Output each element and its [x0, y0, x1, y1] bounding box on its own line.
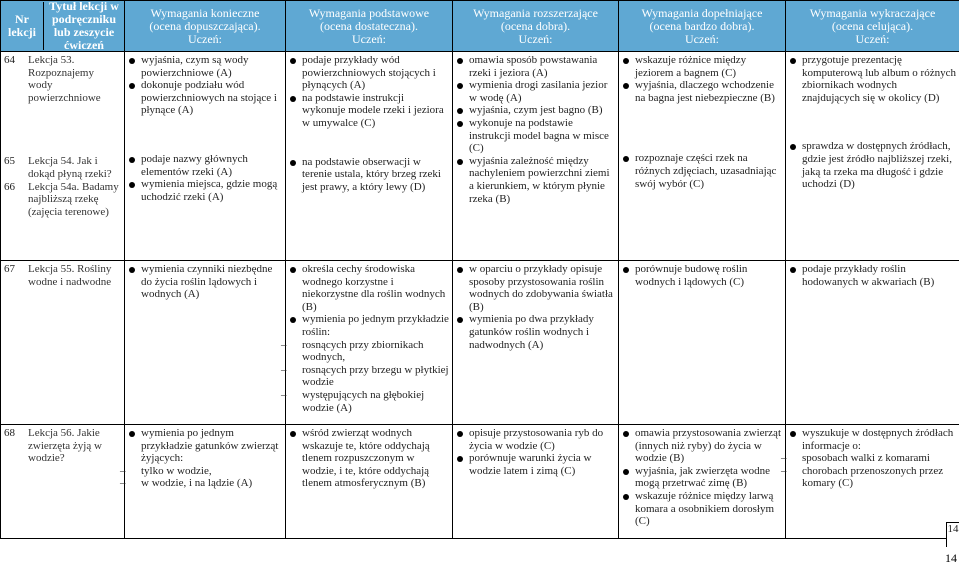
bullet-icon — [623, 267, 629, 273]
bullet-icon — [790, 58, 796, 64]
lesson-item: 64 Lekcja 53. Rozpoznajemy wody powierzchniowe — [4, 54, 101, 104]
header-level-3: Wymagania rozszerzające (ocena dobra). Uczeń: — [453, 1, 619, 52]
list-item: podaje nazwy głównych elementów rzeki (A) — [128, 153, 282, 178]
bullet-icon — [457, 456, 463, 462]
list-item: porównuje budowę roślin wodnych i lądowych (C) — [622, 263, 782, 288]
bullet-icon — [457, 431, 463, 437]
dash-icon: – — [120, 464, 126, 477]
list-item: wymienia drogi zasilania jezior w wodę (A) — [456, 79, 615, 104]
table-row — [1, 52, 959, 261]
lesson-cell — [1, 52, 125, 261]
bullet-icon — [129, 182, 135, 188]
bullet-icon — [457, 267, 463, 273]
req-cell — [453, 425, 619, 539]
req-cell — [125, 52, 286, 261]
lesson-cell — [1, 261, 125, 425]
bullet-icon — [623, 469, 629, 475]
bullet-icon — [290, 317, 296, 323]
req-list — [289, 54, 449, 130]
lesson-item: 68 Lekcja 56. Jakie zwierzęta żyją w wodzie? — [4, 427, 102, 465]
list-item: rozpoznaje części rzek na różnych zdjęciach, uzasadniając swój wybór (C) — [622, 152, 782, 190]
list-item: omawia sposób powstawania rzeki i jeziora (A) — [456, 54, 615, 79]
req-list — [289, 427, 449, 490]
list-item: wyjaśnia, czym jest bagno (B) — [456, 104, 615, 117]
req-cell — [786, 52, 959, 261]
bullet-icon — [290, 58, 296, 64]
lesson-item: 66 Lekcja 54a. Badamy najbliższą rzekę (zajęcia terenowe) — [4, 180, 119, 218]
dash-item: – rosnących przy brzegu w płytkiej wodzie — [281, 363, 449, 389]
req-cell — [786, 261, 959, 425]
req-list — [456, 427, 615, 477]
header-nr: Nr lekcji — [1, 2, 44, 50]
list-item: w oparciu o przykłady opisuje sposoby przystosowania roślin wodnych do zdobywania światła (B) — [456, 263, 615, 313]
req-list — [128, 153, 282, 203]
bullet-icon — [129, 83, 135, 89]
list-item: wyjaśnia, dlaczego wchodzenie na bagna jest niebezpieczne (B) — [622, 79, 782, 104]
list-item: wymienia po jednym przykładzie gatunków zwierząt żyjących: — [128, 427, 282, 465]
list-item: wskazuje różnice między larwą komara a osobnikiem dorosłym (C) — [622, 490, 782, 528]
req-list — [289, 156, 449, 194]
bullet-icon — [129, 157, 135, 163]
list-item: porównuje warunki życia w wodzie latem i zimą (C) — [456, 452, 615, 477]
dash-icon: – — [781, 452, 787, 465]
req-cell — [619, 425, 786, 539]
list-item: przygotuje prezentację komputerową lub album o różnych zbiornikach wodnych znajdujących się w okolicy (D) — [789, 54, 956, 104]
req-list — [456, 54, 615, 205]
bullet-icon — [457, 159, 463, 165]
header-level-2: Wymagania podstawowe (ocena dostateczna). Uczeń: — [286, 1, 453, 52]
bullet-icon — [290, 160, 296, 166]
dash-icon: – — [120, 477, 126, 490]
header-level-5: Wymagania wykraczające (ocena celująca). Uczeń: — [786, 1, 959, 52]
header-lesson — [1, 1, 125, 52]
dash-item: – występujących na głębokiej wodzie (A) — [281, 388, 425, 414]
bullet-icon — [457, 317, 463, 323]
list-item: podaje przykłady roślin hodowanych w akwariach (B) — [789, 263, 956, 288]
dash-item: – w wodzie, i na lądzie (A) — [120, 477, 253, 490]
lesson-item: 65 Lekcja 54. Jak i dokąd płyną rzeki? — [4, 155, 112, 180]
list-item: wyjaśnia, czym są wody powierzchniowe (A) — [128, 54, 282, 79]
req-list — [622, 427, 782, 528]
req-cell — [453, 52, 619, 261]
dash-item: – sposobach walki z komarami — [781, 452, 930, 465]
req-cell — [781, 425, 959, 539]
list-item: wymienia po dwa przykłady gatunków roślin wodnych i nadwodnych (A) — [456, 313, 615, 351]
list-item: wyjaśnia, jak zwierzęta wodne mogą przetrwać zimę (B) — [622, 465, 782, 490]
list-item: wyszukuje w dostępnych źródłach informacje o: — [789, 427, 956, 452]
req-list — [281, 263, 449, 414]
req-list — [789, 263, 956, 288]
dash-item: – tylko w wodzie, — [120, 464, 212, 477]
req-list — [456, 263, 615, 351]
dash-item: – chorobach przenoszonych przez komary (C) — [781, 464, 944, 490]
list-item: wykonuje na podstawie instrukcji model bagna w misce (C) — [456, 117, 615, 155]
list-item: opisuje przystosowania ryb do życia w wodzie (C) — [456, 427, 615, 452]
req-list — [622, 54, 782, 104]
req-list — [128, 54, 282, 117]
header-level-4: Wymagania dopełniające (ocena bardzo dobra). Uczeń: — [619, 1, 786, 52]
header-title: Tytuł lekcji w podręczniku lub zeszycie ćwiczeń — [49, 0, 119, 52]
req-list — [120, 427, 282, 490]
req-cell — [619, 261, 786, 425]
bullet-icon — [129, 58, 135, 64]
list-item: na podstawie instrukcji wykonuje modele rzeki i jeziora w umywalce (C) — [289, 92, 449, 130]
req-cell — [286, 425, 453, 539]
bullet-icon — [457, 83, 463, 89]
header-row — [1, 1, 959, 52]
bullet-icon — [623, 156, 629, 162]
req-list — [622, 263, 782, 288]
list-item: na podstawie obserwacji w terenie ustala, który brzeg rzeki jest prawy, a który lewy (D) — [289, 156, 449, 194]
bullet-icon — [457, 108, 463, 114]
bullet-icon — [623, 494, 629, 500]
bullet-icon — [623, 431, 629, 437]
req-list — [128, 263, 282, 301]
req-cell — [619, 52, 786, 261]
list-item: wymienia czynniki niezbędne do życia roślin lądowych i wodnych (A) — [128, 263, 282, 301]
req-list — [789, 54, 956, 104]
table-row — [1, 425, 959, 539]
bullet-icon — [290, 267, 296, 273]
req-list — [789, 140, 956, 190]
req-list — [781, 427, 956, 490]
req-cell — [453, 261, 619, 425]
req-cell — [286, 52, 453, 261]
bullet-icon — [623, 58, 629, 64]
req-cell — [120, 425, 286, 539]
dash-icon: – — [281, 363, 287, 376]
dash-icon: – — [281, 338, 287, 351]
bullet-icon — [457, 121, 463, 127]
dash-icon: – — [781, 464, 787, 477]
list-item: sprawdza w dostępnych źródłach, gdzie jest źródło najbliższej rzeki, jaką ta rzeka ma długość i gdzie uchodzi (D) — [789, 140, 956, 190]
req-cell — [281, 261, 453, 425]
list-item: podaje przykłady wód powierzchniowych stojących i płynących (A) — [289, 54, 449, 92]
list-item: wśród zwierząt wodnych wskazuje te, które oddychają tlenem rozpuszczonym w wodzie, i te, które oddychają tlenem atmosferycznym (B) — [289, 427, 449, 490]
list-item: określa cechy środowiska wodnego korzystne i niekorzystne dla roślin wodnych (B) — [289, 263, 449, 313]
bullet-icon — [790, 431, 796, 437]
dash-item: – rosnących przy zbiornikach wodnych, — [281, 338, 424, 364]
list-item: wymienia po jednym przykładzie roślin: — [289, 313, 449, 338]
bullet-icon — [129, 267, 135, 273]
list-item: dokonuje podziału wód powierzchniowych na stojące i płynące (A) — [128, 79, 282, 117]
bullet-icon — [790, 267, 796, 273]
dash-icon: – — [281, 388, 287, 401]
list-item: wskazuje różnice między jeziorem a bagnem (C) — [622, 54, 782, 79]
header-level-1: Wymagania konieczne (ocena dopuszczająca). Uczeń: — [125, 1, 286, 52]
lesson-item: 67 Lekcja 55. Rośliny wodne i nadwodne — [4, 263, 112, 288]
bullet-icon — [457, 58, 463, 64]
bullet-icon — [290, 431, 296, 437]
list-item: omawia przystosowania zwierząt (innych niż ryby) do życia w wodzie (B) — [622, 427, 782, 465]
page-number: 14 — [945, 551, 957, 565]
bullet-icon — [790, 144, 796, 150]
list-item: wymienia miejsca, gdzie mogą uchodzić rzeki (A) — [128, 178, 282, 203]
bullet-icon — [623, 83, 629, 89]
bullet-icon — [129, 431, 135, 437]
req-list — [622, 152, 782, 190]
list-item: wyjaśnia zależność między nachyleniem powierzchni ziemi a kierunkiem, w którym płynie rzeka (B) — [456, 155, 615, 205]
lesson-cell — [1, 425, 125, 539]
bullet-icon — [290, 96, 296, 102]
table-row — [1, 261, 959, 425]
req-cell — [125, 261, 286, 425]
inner-page-number: 14 — [946, 522, 959, 547]
